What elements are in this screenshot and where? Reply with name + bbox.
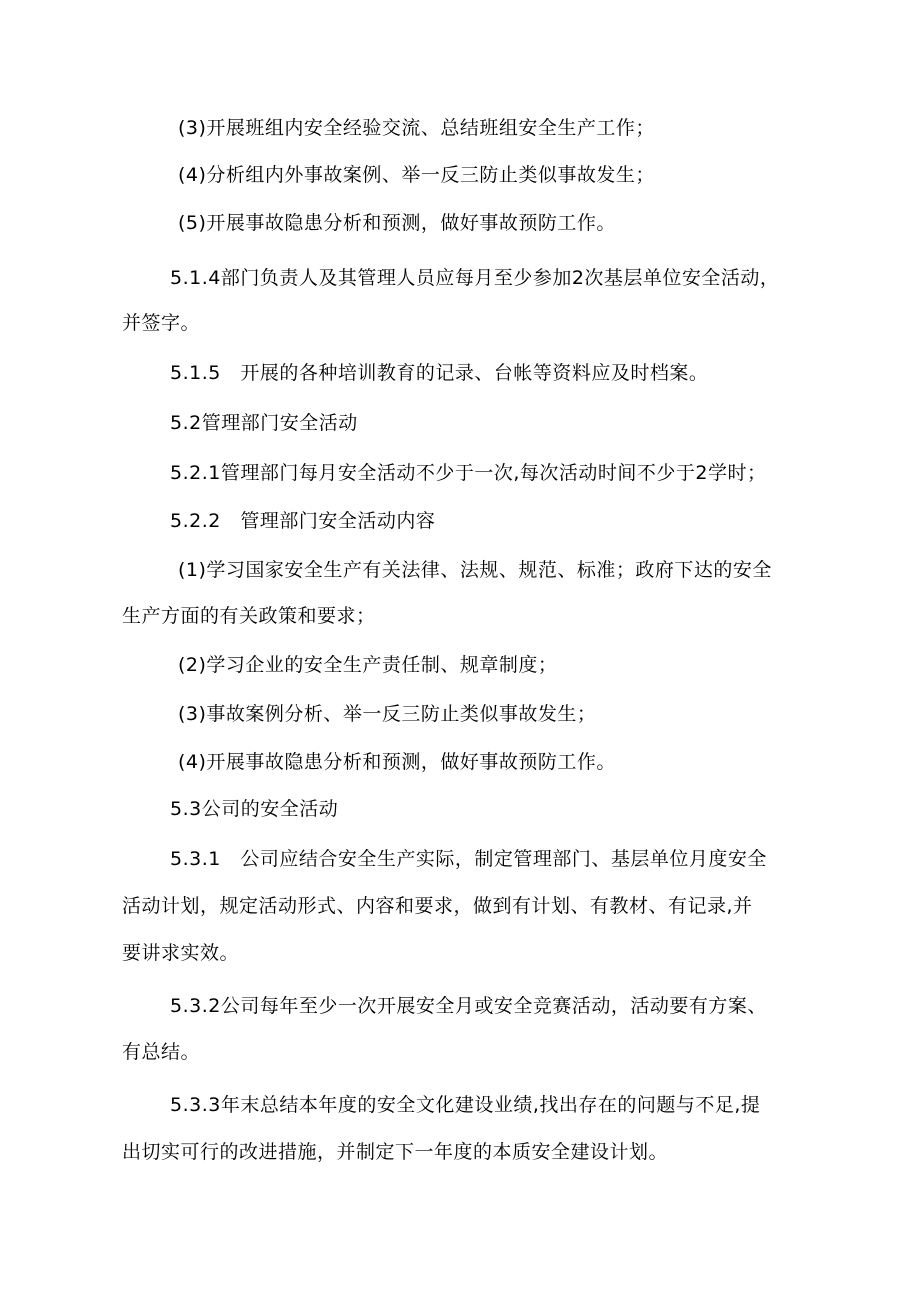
text-line: 并签字。 (122, 312, 201, 334)
text-line: 5.3.3年末总结本年度的安全文化建设业绩,找出存在的问题与不足,提 (170, 1094, 761, 1116)
text-line: (4)开展事故隐患分析和预测，做好事故预防工作。 (178, 751, 616, 773)
text-line: 有总结。 (122, 1041, 201, 1063)
text-line: (2)学习企业的安全生产责任制、规章制度； (178, 654, 558, 676)
text-line: (4)分析组内外事故案例、举一反三防止类似事故发生； (178, 164, 655, 186)
text-line: 5.2.1管理部门每月安全活动不少于一次,每次活动时间不少于2学时； (170, 462, 767, 484)
text-line: 5.1.5 开展的各种培训教育的记录、台帐等资料应及时档案。 (170, 362, 709, 384)
text-line: 生产方面的有关政策和要求； (122, 605, 376, 627)
text-line: (3)事故案例分析、举一反三防止类似事故发生； (178, 703, 597, 725)
text-line: (5)开展事故隐患分析和预测，做好事故预防工作。 (178, 212, 616, 234)
text-line: 活动计划，规定活动形式、内容和要求，做到有计划、有教材、有记录,并 (122, 895, 753, 917)
text-line: (1)学习国家安全生产有关法律、法规、规范、标准；政府下达的安全 (178, 559, 772, 581)
text-line: 5.3.1 公司应结合安全生产实际，制定管理部门、基层单位月度安全 (170, 848, 767, 870)
text-line: 5.2.2 管理部门安全活动内容 (170, 510, 436, 532)
section-heading: 5.3公司的安全活动 (170, 798, 339, 820)
text-line: 出切实可行的改进措施，并制定下一年度的本质安全建设计划。 (122, 1141, 669, 1163)
section-heading: 5.2管理部门安全活动 (170, 412, 358, 434)
text-line: 5.1.4部门负责人及其管理人员应每月至少参加2次基层单位安全活动， (170, 267, 780, 289)
text-line: (3)开展班组内安全经验交流、总结班组安全生产工作； (178, 117, 655, 139)
text-line: 要讲求实效。 (122, 942, 240, 964)
text-line: 5.3.2公司每年至少一次开展安全月或安全竞赛活动，活动要有方案、 (170, 995, 767, 1017)
